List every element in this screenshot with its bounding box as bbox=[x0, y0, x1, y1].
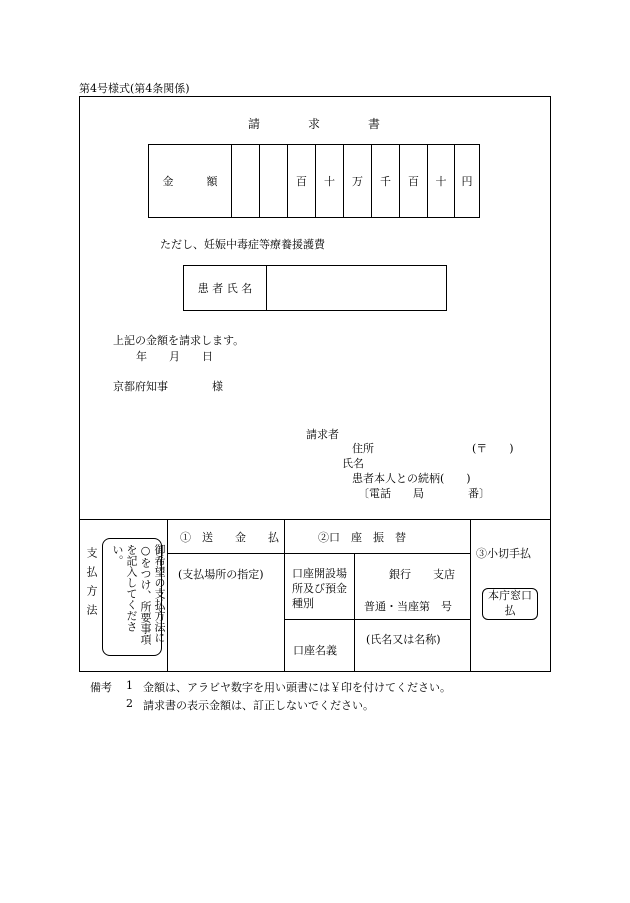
payment-col-line-2 bbox=[284, 519, 285, 672]
bank-line[interactable]: 銀行 支店 bbox=[389, 568, 455, 581]
remit-body[interactable]: (支払場所の指定) bbox=[178, 568, 264, 581]
claimant-phone[interactable]: 〔電話 局 番〕 bbox=[358, 487, 490, 500]
amount-label: 金 額 bbox=[162, 175, 218, 188]
payment-col-line-3 bbox=[470, 519, 471, 672]
payment-top-line bbox=[79, 519, 551, 520]
account-name-line bbox=[284, 619, 470, 620]
amount-digit-hundred-man: 百 bbox=[287, 145, 315, 217]
claimant-relation[interactable]: 患者本人との続柄( ) bbox=[352, 472, 471, 485]
patient-name-field[interactable] bbox=[266, 266, 446, 310]
patient-name-label: 患 者 氏 名 bbox=[197, 282, 253, 295]
payment-col-line-4 bbox=[354, 553, 355, 672]
amount-digit-ten: 十 bbox=[427, 145, 454, 217]
amount-digit-hundred: 百 bbox=[399, 145, 427, 217]
transfer-header[interactable]: ②口 座 振 替 bbox=[318, 531, 406, 544]
amount-digit-1[interactable] bbox=[231, 145, 259, 217]
proviso: ただし、妊娠中毒症等療養援護費 bbox=[160, 238, 325, 251]
remit-header[interactable]: ① 送 金 払 bbox=[180, 531, 279, 544]
note-1-number: 1 bbox=[126, 679, 133, 692]
account-open-label: 口座開設場所及び預金種別 bbox=[292, 567, 347, 610]
payment-instruction: 御希望の支払方法に○をつけ、所要事項を記入してください。 bbox=[111, 544, 166, 645]
check-header[interactable]: ③小切手払 bbox=[476, 547, 531, 560]
date-line[interactable]: 年 月 日 bbox=[136, 350, 213, 363]
claimant-postal[interactable]: (〒 ) bbox=[472, 442, 514, 455]
note-2-text: 請求書の表示金額は、訂正しないでください。 bbox=[143, 699, 374, 712]
payment-method-label: 支払方法 bbox=[85, 547, 98, 623]
note-2-number: 2 bbox=[126, 697, 133, 710]
addressee: 京都府知事 様 bbox=[113, 380, 223, 393]
amount-digit-2[interactable] bbox=[259, 145, 287, 217]
amount-table bbox=[148, 144, 480, 218]
claimant-address-label: 住所 bbox=[352, 442, 374, 455]
amount-digit-ten-man: 十 bbox=[315, 145, 343, 217]
request-text: 上記の金額を請求します。 bbox=[113, 334, 245, 347]
amount-digit-thousand: 千 bbox=[371, 145, 399, 217]
patient-name-box bbox=[183, 265, 447, 311]
payment-col-line-1 bbox=[167, 519, 168, 672]
amount-digit-yen: 円 bbox=[454, 145, 479, 217]
account-name-label: 口座名義 bbox=[293, 644, 337, 657]
form-title: 請 求 書 bbox=[248, 117, 381, 131]
payment-header-line bbox=[167, 553, 470, 554]
amount-digit-man: 万 bbox=[343, 145, 371, 217]
form-number: 第4号様式(第4条関係) bbox=[79, 82, 190, 95]
account-name-value[interactable]: (氏名又は名称) bbox=[366, 633, 441, 646]
note-1-text: 金額は、アラビヤ数字を用い頭書には￥印を付けてください。 bbox=[143, 681, 451, 694]
notes-label: 備考 bbox=[90, 681, 112, 694]
claimant-name-label: 氏名 bbox=[342, 457, 364, 470]
claimant-label: 請求者 bbox=[306, 428, 339, 441]
account-type[interactable]: 普通・当座第 号 bbox=[364, 600, 452, 613]
check-counter[interactable]: 本庁窓口 払 bbox=[488, 589, 543, 617]
